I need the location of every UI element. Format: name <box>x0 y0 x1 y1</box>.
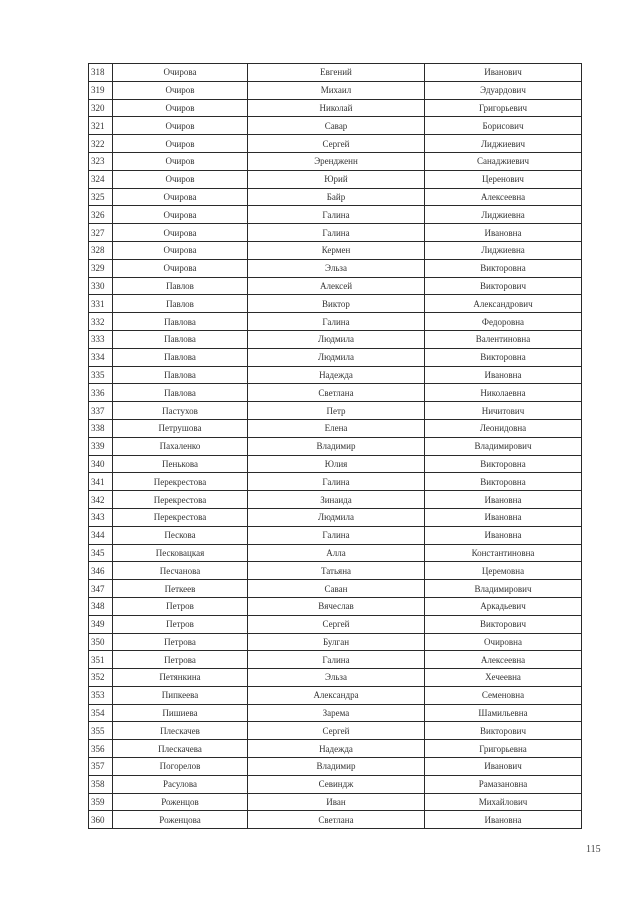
row-number: 336 <box>89 384 113 402</box>
table-row <box>89 544 582 562</box>
surname-cell: Павлова <box>113 366 248 384</box>
surname-cell: Павлова <box>113 384 248 402</box>
patronymic-cell: Очировна <box>425 633 582 651</box>
row-number: 357 <box>89 758 113 776</box>
table-row <box>89 188 582 206</box>
row-number: 320 <box>89 99 113 117</box>
first-name-cell: Николай <box>248 99 425 117</box>
surname-cell: Расулова <box>113 775 248 793</box>
row-number: 360 <box>89 811 113 829</box>
surname-cell: Очирова <box>113 188 248 206</box>
table-row <box>89 722 582 740</box>
table-row <box>89 704 582 722</box>
first-name-cell: Вячеслав <box>248 597 425 615</box>
row-number: 340 <box>89 455 113 473</box>
first-name-cell: Сергей <box>248 135 425 153</box>
row-number: 324 <box>89 170 113 188</box>
surname-cell: Перекрестова <box>113 508 248 526</box>
table-row <box>89 277 582 295</box>
patronymic-cell: Николаевна <box>425 384 582 402</box>
patronymic-cell: Ничитович <box>425 402 582 420</box>
row-number: 328 <box>89 241 113 259</box>
patronymic-cell: Викторович <box>425 615 582 633</box>
surname-cell: Очиров <box>113 135 248 153</box>
patronymic-cell: Алексеевна <box>425 651 582 669</box>
table-row <box>89 669 582 687</box>
first-name-cell: Байр <box>248 188 425 206</box>
surname-cell: Песчанова <box>113 562 248 580</box>
patronymic-cell: Шамильевна <box>425 704 582 722</box>
table-row <box>89 366 582 384</box>
row-number: 321 <box>89 117 113 135</box>
surname-cell: Очирова <box>113 259 248 277</box>
surname-cell: Очиров <box>113 117 248 135</box>
table-row <box>89 402 582 420</box>
names-table <box>88 63 582 829</box>
row-number: 329 <box>89 259 113 277</box>
table-row <box>89 170 582 188</box>
surname-cell: Перекрестова <box>113 491 248 509</box>
surname-cell: Павлова <box>113 313 248 331</box>
patronymic-cell: Ивановна <box>425 224 582 242</box>
row-number: 330 <box>89 277 113 295</box>
table-row <box>89 740 582 758</box>
table-row <box>89 615 582 633</box>
first-name-cell: Галина <box>248 313 425 331</box>
first-name-cell: Эрендженн <box>248 152 425 170</box>
first-name-cell: Александра <box>248 686 425 704</box>
first-name-cell: Юрий <box>248 170 425 188</box>
patronymic-cell: Ивановна <box>425 811 582 829</box>
row-number: 331 <box>89 295 113 313</box>
patronymic-cell: Леонидовна <box>425 419 582 437</box>
first-name-cell: Татьяна <box>248 562 425 580</box>
surname-cell: Очирова <box>113 64 248 82</box>
patronymic-cell: Алексеевна <box>425 188 582 206</box>
row-number: 352 <box>89 669 113 687</box>
patronymic-cell: Валентиновна <box>425 330 582 348</box>
surname-cell: Очиров <box>113 99 248 117</box>
row-number: 348 <box>89 597 113 615</box>
surname-cell: Пахаленко <box>113 437 248 455</box>
surname-cell: Плескачев <box>113 722 248 740</box>
table-row <box>89 758 582 776</box>
table-body <box>89 64 582 829</box>
first-name-cell: Савар <box>248 117 425 135</box>
patronymic-cell: Владимирович <box>425 580 582 598</box>
row-number: 327 <box>89 224 113 242</box>
surname-cell: Павлова <box>113 330 248 348</box>
row-number: 332 <box>89 313 113 331</box>
first-name-cell: Владимир <box>248 758 425 776</box>
first-name-cell: Эльза <box>248 669 425 687</box>
surname-cell: Перекрестова <box>113 473 248 491</box>
table-row <box>89 455 582 473</box>
surname-cell: Роженцова <box>113 811 248 829</box>
first-name-cell: Елена <box>248 419 425 437</box>
row-number: 335 <box>89 366 113 384</box>
surname-cell: Петров <box>113 597 248 615</box>
surname-cell: Пастухов <box>113 402 248 420</box>
page-number: 115 <box>586 844 601 855</box>
table-row <box>89 348 582 366</box>
patronymic-cell: Владимирович <box>425 437 582 455</box>
table-row <box>89 135 582 153</box>
surname-cell: Роженцов <box>113 793 248 811</box>
row-number: 356 <box>89 740 113 758</box>
table-row <box>89 81 582 99</box>
table-row <box>89 597 582 615</box>
surname-cell: Петрова <box>113 651 248 669</box>
patronymic-cell: Рамазановна <box>425 775 582 793</box>
surname-cell: Погорелов <box>113 758 248 776</box>
surname-cell: Очирова <box>113 224 248 242</box>
table-row <box>89 811 582 829</box>
patronymic-cell: Эдуардович <box>425 81 582 99</box>
patronymic-cell: Ивановна <box>425 491 582 509</box>
surname-cell: Петрушова <box>113 419 248 437</box>
patronymic-cell: Церенович <box>425 170 582 188</box>
patronymic-cell: Александрович <box>425 295 582 313</box>
surname-cell: Петянкина <box>113 669 248 687</box>
surname-cell: Павлов <box>113 295 248 313</box>
first-name-cell: Виктор <box>248 295 425 313</box>
table-row <box>89 491 582 509</box>
table-row <box>89 651 582 669</box>
patronymic-cell: Лиджиевич <box>425 135 582 153</box>
surname-cell: Пескова <box>113 526 248 544</box>
table-row <box>89 580 582 598</box>
first-name-cell: Галина <box>248 651 425 669</box>
first-name-cell: Надежда <box>248 366 425 384</box>
first-name-cell: Кермен <box>248 241 425 259</box>
row-number: 344 <box>89 526 113 544</box>
row-number: 333 <box>89 330 113 348</box>
first-name-cell: Галина <box>248 224 425 242</box>
row-number: 358 <box>89 775 113 793</box>
patronymic-cell: Иванович <box>425 64 582 82</box>
row-number: 323 <box>89 152 113 170</box>
first-name-cell: Сергей <box>248 615 425 633</box>
patronymic-cell: Ивановна <box>425 508 582 526</box>
first-name-cell: Галина <box>248 206 425 224</box>
first-name-cell: Людмила <box>248 348 425 366</box>
row-number: 353 <box>89 686 113 704</box>
table-row <box>89 793 582 811</box>
first-name-cell: Юлия <box>248 455 425 473</box>
patronymic-cell: Аркадьевич <box>425 597 582 615</box>
first-name-cell: Светлана <box>248 811 425 829</box>
patronymic-cell: Ивановна <box>425 366 582 384</box>
first-name-cell: Владимир <box>248 437 425 455</box>
row-number: 334 <box>89 348 113 366</box>
row-number: 337 <box>89 402 113 420</box>
first-name-cell: Саван <box>248 580 425 598</box>
surname-cell: Очирова <box>113 241 248 259</box>
surname-cell: Пишиева <box>113 704 248 722</box>
surname-cell: Павлов <box>113 277 248 295</box>
surname-cell: Пипкеева <box>113 686 248 704</box>
patronymic-cell: Церемовна <box>425 562 582 580</box>
surname-cell: Плескачева <box>113 740 248 758</box>
surname-cell: Очиров <box>113 170 248 188</box>
surname-cell: Очиров <box>113 152 248 170</box>
surname-cell: Петкеев <box>113 580 248 598</box>
patronymic-cell: Викторович <box>425 722 582 740</box>
table-row <box>89 259 582 277</box>
table-row <box>89 526 582 544</box>
table-row <box>89 224 582 242</box>
row-number: 351 <box>89 651 113 669</box>
first-name-cell: Зарема <box>248 704 425 722</box>
row-number: 338 <box>89 419 113 437</box>
patronymic-cell: Викторович <box>425 277 582 295</box>
row-number: 355 <box>89 722 113 740</box>
table-row <box>89 330 582 348</box>
surname-cell: Пенькова <box>113 455 248 473</box>
first-name-cell: Надежда <box>248 740 425 758</box>
first-name-cell: Галина <box>248 473 425 491</box>
patronymic-cell: Константиновна <box>425 544 582 562</box>
table-row <box>89 633 582 651</box>
patronymic-cell: Ивановна <box>425 526 582 544</box>
patronymic-cell: Григорьевна <box>425 740 582 758</box>
table-row <box>89 313 582 331</box>
first-name-cell: Алла <box>248 544 425 562</box>
row-number: 349 <box>89 615 113 633</box>
patronymic-cell: Иванович <box>425 758 582 776</box>
first-name-cell: Галина <box>248 526 425 544</box>
patronymic-cell: Борисович <box>425 117 582 135</box>
patronymic-cell: Федоровна <box>425 313 582 331</box>
first-name-cell: Петр <box>248 402 425 420</box>
patronymic-cell: Михайлович <box>425 793 582 811</box>
row-number: 345 <box>89 544 113 562</box>
table-row <box>89 437 582 455</box>
row-number: 326 <box>89 206 113 224</box>
table-row <box>89 206 582 224</box>
row-number: 346 <box>89 562 113 580</box>
table-row <box>89 117 582 135</box>
row-number: 347 <box>89 580 113 598</box>
first-name-cell: Севиндж <box>248 775 425 793</box>
row-number: 342 <box>89 491 113 509</box>
surname-cell: Очирова <box>113 206 248 224</box>
patronymic-cell: Викторовна <box>425 455 582 473</box>
patronymic-cell: Викторовна <box>425 473 582 491</box>
patronymic-cell: Лиджиевна <box>425 206 582 224</box>
row-number: 319 <box>89 81 113 99</box>
surname-cell: Петрова <box>113 633 248 651</box>
patronymic-cell: Лиджиевна <box>425 241 582 259</box>
surname-cell: Павлова <box>113 348 248 366</box>
row-number: 343 <box>89 508 113 526</box>
first-name-cell: Светлана <box>248 384 425 402</box>
patronymic-cell: Семеновна <box>425 686 582 704</box>
row-number: 354 <box>89 704 113 722</box>
row-number: 341 <box>89 473 113 491</box>
row-number: 359 <box>89 793 113 811</box>
table-row <box>89 384 582 402</box>
first-name-cell: Эльза <box>248 259 425 277</box>
first-name-cell: Зинаида <box>248 491 425 509</box>
table-row <box>89 775 582 793</box>
first-name-cell: Людмила <box>248 330 425 348</box>
table-row <box>89 64 582 82</box>
row-number: 350 <box>89 633 113 651</box>
table-row <box>89 508 582 526</box>
patronymic-cell: Санаджиевич <box>425 152 582 170</box>
table-row <box>89 473 582 491</box>
first-name-cell: Булган <box>248 633 425 651</box>
surname-cell: Петров <box>113 615 248 633</box>
first-name-cell: Сергей <box>248 722 425 740</box>
table-row <box>89 99 582 117</box>
row-number: 325 <box>89 188 113 206</box>
first-name-cell: Иван <box>248 793 425 811</box>
table-row <box>89 241 582 259</box>
table-row <box>89 686 582 704</box>
table-row <box>89 562 582 580</box>
patronymic-cell: Хечеевна <box>425 669 582 687</box>
surname-cell: Очиров <box>113 81 248 99</box>
table-row <box>89 419 582 437</box>
first-name-cell: Евгений <box>248 64 425 82</box>
row-number: 318 <box>89 64 113 82</box>
first-name-cell: Людмила <box>248 508 425 526</box>
row-number: 322 <box>89 135 113 153</box>
surname-cell: Песковацкая <box>113 544 248 562</box>
table-row <box>89 152 582 170</box>
first-name-cell: Михаил <box>248 81 425 99</box>
row-number: 339 <box>89 437 113 455</box>
patronymic-cell: Викторовна <box>425 259 582 277</box>
table-row <box>89 295 582 313</box>
patronymic-cell: Викторовна <box>425 348 582 366</box>
patronymic-cell: Григорьевич <box>425 99 582 117</box>
first-name-cell: Алексей <box>248 277 425 295</box>
